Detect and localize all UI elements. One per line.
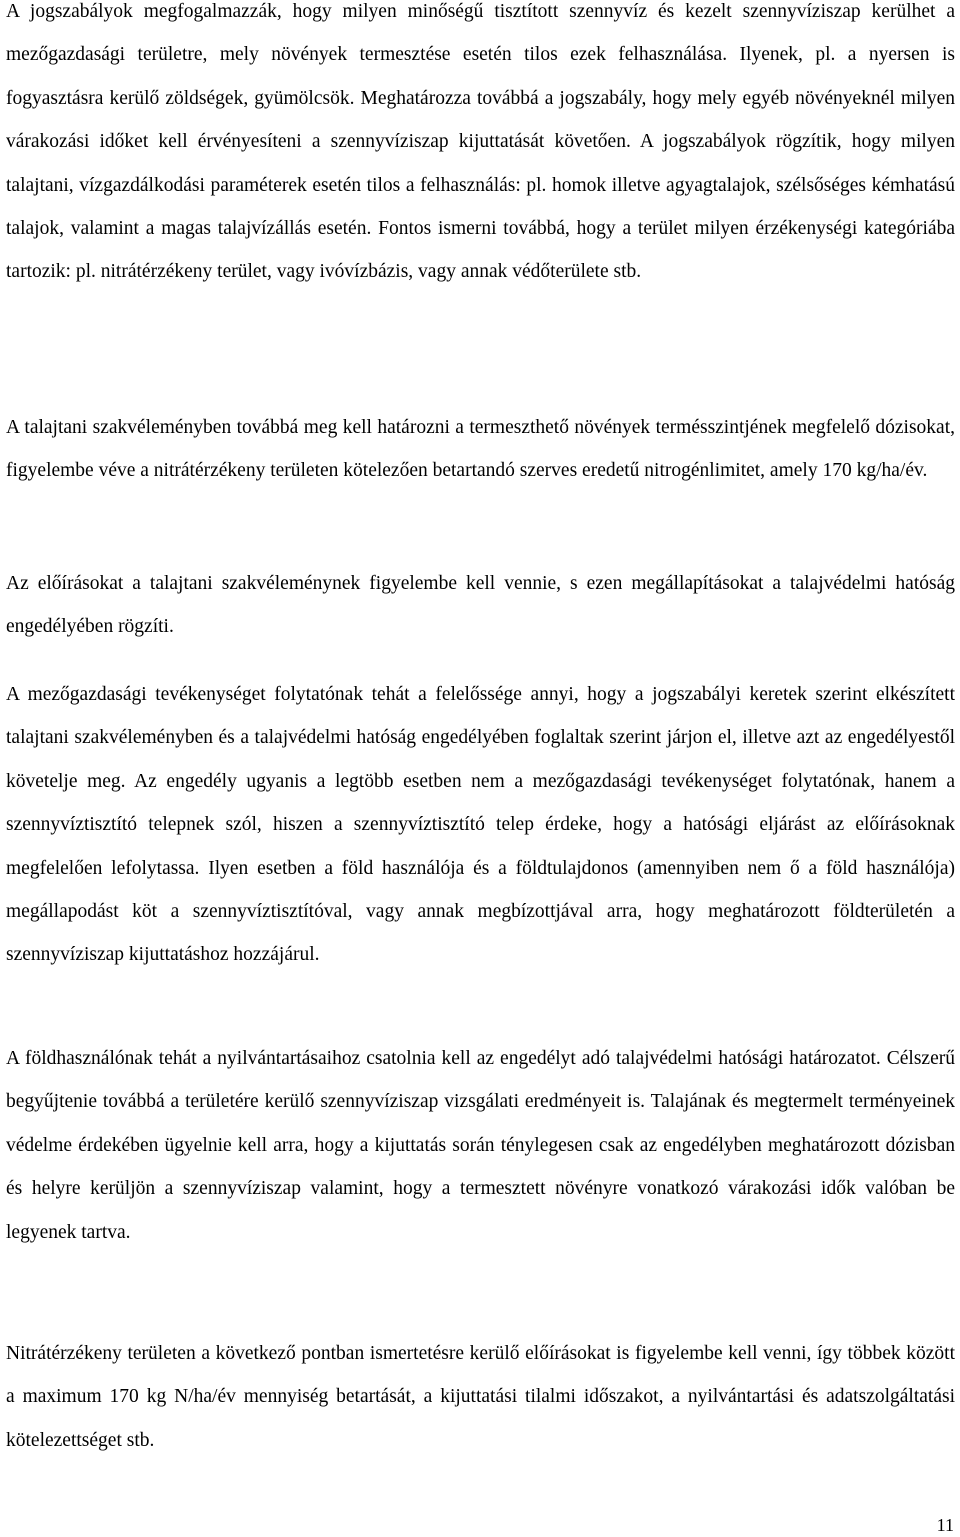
paragraph-nitrate-sensitive-area: Nitrátérzékeny területen a következő pontban ismertetésre kerülő előírásokat is figyelembe kell venni, így többek között a maximum 170 kg N/ha/év mennyiség betartását, a kijuttatási tilalmi időszakot, a nyilvántartási és adatszolgáltatási kötelezettséget stb.: [6, 1343, 955, 1451]
paragraph-requirements: Az előírásokat a talajtani szakvéleménynek figyelembe kell vennie, s ezen megállapításokat a talajvédelmi hatóság engedélyében rögzíti.: [6, 573, 955, 638]
paragraph-farmer-responsibility: A mezőgazdasági tevékenységet folytatónak tehát a felelőssége annyi, hogy a jogszabályi keretek szerint elkészített talajtani szakvéleményben és a talajvédelmi hatóság engedélyében foglaltak szerint járjon el, illetve azt az engedélyestől követelje meg. Az engedély ugyanis a legtöbb esetben nem a mezőgazdasági tevékenységet folytatónak, hanem a szennyvíztisztító telepnek szól, hiszen a szennyvíztisztító telep érdeke, hogy a hatósági eljárást az előírásoknak megfelelően lefolytassa. Ilyen esetben a föld használója és a földtulajdonos (amennyiben nem ő a föld használója) megállapodást köt a szennyvíztisztítóval, vagy annak megbízottjával arra, hogy meghatározott földterületén a szennyvíziszap kijuttatáshoz hozzájárul.: [6, 684, 955, 966]
paragraph-regulations: A jogszabályok megfogalmazzák, hogy milyen minőségű tisztított szennyvíz és kezelt szennyvíziszap kerülhet a mezőgazdasági területre, mely növények termesztése esetén tilos ezek felhasználása. Ilyenek, pl. a nyersen is fogyasztásra kerülő zöldségek, gyümölcsök. Meghatározza továbbá a jogszabály, hogy mely egyéb növényeknél milyen várakozási időket kell érvényesíteni a szennyvíziszap kijuttatását követően. A jogszabályok rögzítik, hogy milyen talajtani, vízgazdálkodási paraméterek esetén tilos a felhasználás: pl. homok illetve agyagtalajok, szélsőséges kémhatású talajok, valamint a magas talajvízállás esetén. Fontos ismerni továbbá, hogy a terület milyen érzékenységi kategóriába tartozik: pl. nitrátérzékeny terület, vagy ivóvízbázis, vagy annak védőterülete stb.: [6, 1, 955, 283]
page-number: 11: [936, 1515, 954, 1535]
paragraph-soil-expert-opinion: A talajtani szakvéleményben továbbá meg kell határozni a termeszthető növények termésszintjének megfelelő dózisokat, figyelembe véve a nitrátérzékeny területen kötelezően betartandó szerves eredetű nitrogénlimitet, amely 170 kg/ha/év.: [6, 417, 955, 482]
paragraph-land-user-records: A földhasználónak tehát a nyilvántartásaihoz csatolnia kell az engedélyt adó talajvédelmi hatósági határozatot. Célszerű begyűjtenie továbbá a területére kerülő szennyvíziszap vizsgálati eredményeit is. Talajának és megtermelt terményeinek védelme érdekében ügyelnie kell arra, hogy a kijuttatás során ténylegesen csak az engedélyben meghatározott dózisban és helyre kerüljön a szennyvíziszap valamint, hogy a termesztett növényre vonatkozó várakozási idők valóban be legyenek tartva.: [6, 1048, 955, 1243]
